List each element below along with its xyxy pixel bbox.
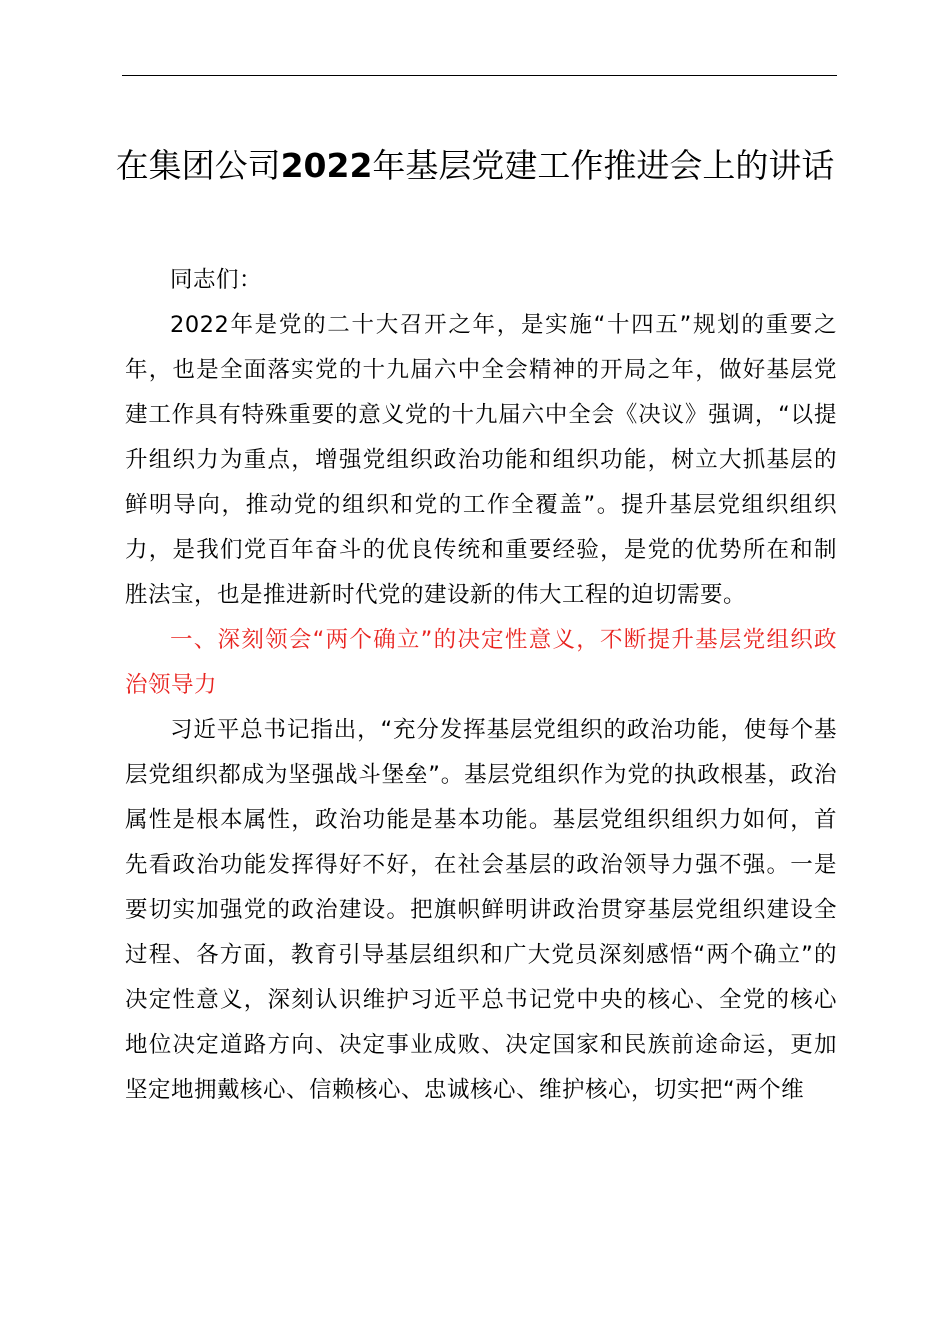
title-prefix: 在集团公司: [115, 146, 281, 185]
paragraph-section-1: 习近平总书记指出，“充分发挥基层党组织的政治功能，使每个基层党组织都成为坚强战斗堡垒”。基层党组织作为党的执政根基，政治属性是根本属性，政治功能是基本功能。基层党组织组织力如何，首先看政治功能发挥得好不好，在社会基层的政治领导力强不强。一是要切实加强党的政治建设。把旗帜鲜明讲政治贯穿基层党组织建设全过程、各方面，教育引导基层组织和广大党员深刻感悟“两个确立”的决定性意义，深刻认识维护习近平总书记党中央的核心、全党的核心地位决定道路方向、决定事业成败、决定国家和民族前途命运，更加坚定地拥戴核心、信赖核心、忠诚核心、维护核心，切实把“两个维: [125, 717, 837, 1103]
paragraph-intro: 2022年是党的二十大召开之年，是实施“十四五”规划的重要之年，也是全面落实党的十九届六中全会精神的开局之年，做好基层党建工作具有特殊重要的意义党的十九届六中全会《决议》强调，“以提升组织力为重点，增强党组织政治功能和组织功能，树立大抓基层的鲜明导向，推动党的组织和党的工作全覆盖”。提升基层党组织组织力，是我们党百年奋斗的优良传统和重要经验，是党的优势所在和制胜法宝，也是推进新时代党的建设新的伟大工程的迫切需要。: [125, 312, 837, 608]
document-body: [125, 258, 837, 1113]
salutation: 同志们：: [170, 267, 263, 293]
header-rule: [122, 75, 837, 76]
section-heading-1: 一、深刻领会“两个确立”的决定性意义，不断提升基层党组织政治领导力: [125, 627, 837, 698]
document-title: [100, 140, 850, 192]
title-year: 2022: [280, 146, 373, 185]
title-suffix: 年基层党建工作推进会上的讲话: [372, 146, 835, 185]
